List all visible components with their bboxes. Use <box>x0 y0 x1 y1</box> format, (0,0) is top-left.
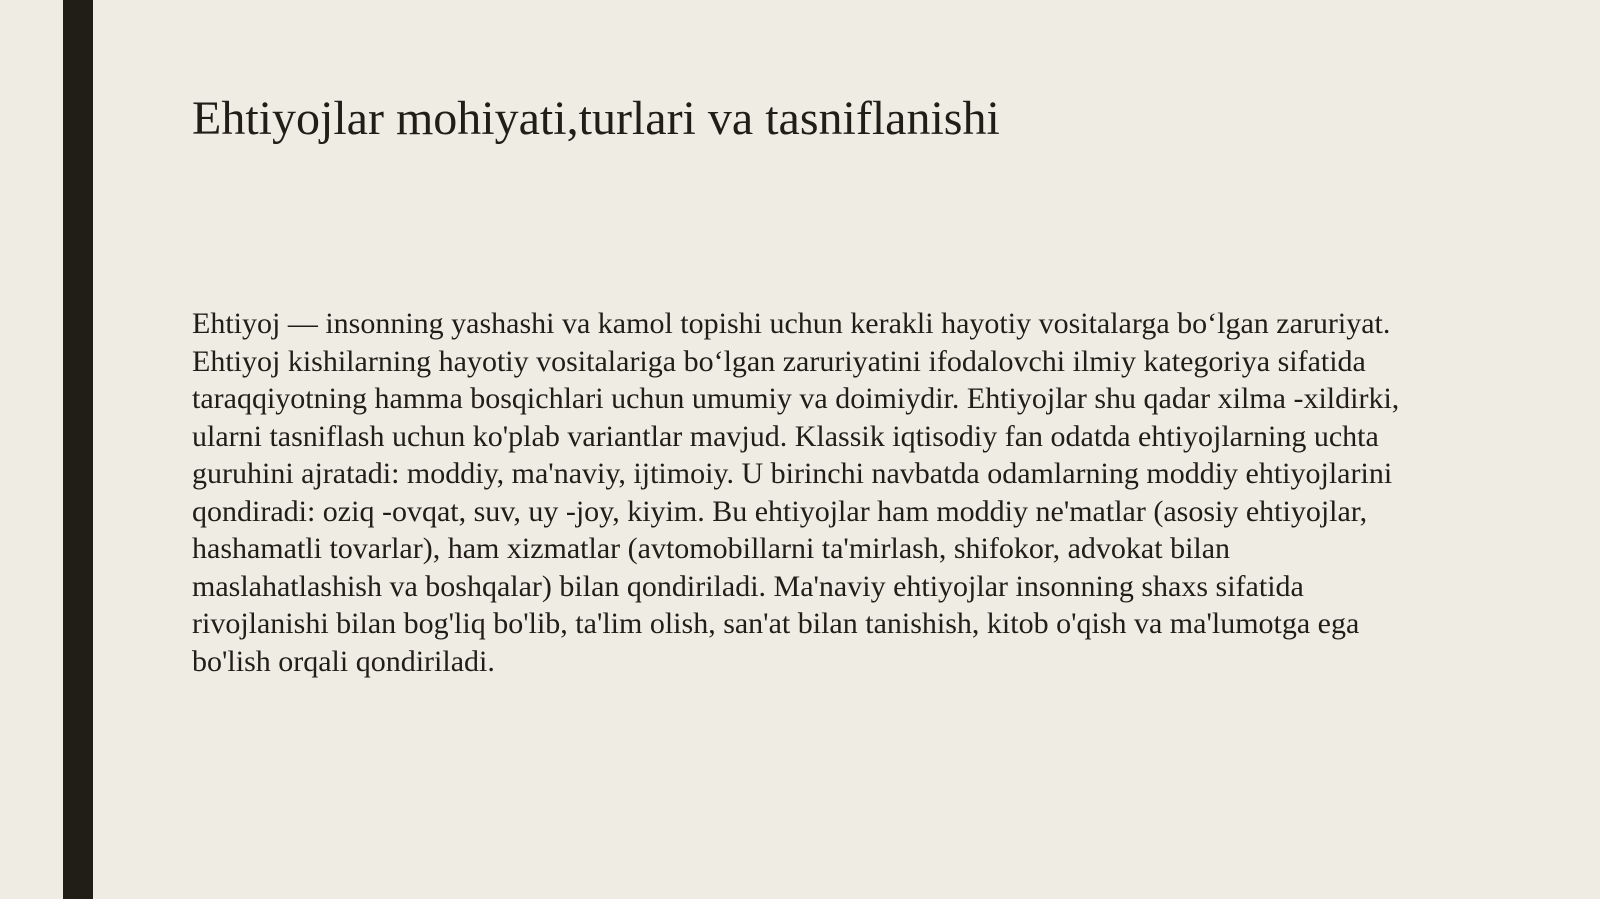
accent-bar <box>63 0 93 899</box>
slide-title: Ehtiyojlar mohiyati,turlari va tasniflanishi <box>192 92 1000 145</box>
slide-body-text: Ehtiyoj — insonning yashashi va kamol topishi uchun kerakli hayotiy vositalarga bo‘lgan zaruriyat. Ehtiyoj kishilarning hayotiy vositalariga bo‘lgan zaruriyatini ifodalovchi ilmiy kategoriya sifatida taraqqiyotning hamma bosqichlari uchun umumiy va doimiydir. Ehtiyojlar shu qadar xilma -xildirki, ularni tasniflash uchun ko'plab variantlar mavjud. Klassik iqtisodiy fan odatda ehtiyojlarning uchta guruhini ajratadi: moddiy, ma'naviy, ijtimoiy. U birinchi navbatda odamlarning moddiy ehtiyojlarini qondiradi: oziq -ovqat, suv, uy -joy, kiyim. Bu ehtiyojlar ham moddiy ne'matlar (asosiy ehtiyojlar, hashamatli tovarlar), ham xizmatlar (avtomobillarni ta'mirlash, shifokor, advokat bilan maslahatlashish va boshqalar) bilan qondiriladi. Ma'naviy ehtiyojlar insonning shaxs sifatida rivojlanishi bilan bog'liq bo'lib, ta'lim olish, san'at bilan tanishish, kitob o'qish va ma'lumotga ega bo'lish orqali qondiriladi. <box>192 307 1400 678</box>
